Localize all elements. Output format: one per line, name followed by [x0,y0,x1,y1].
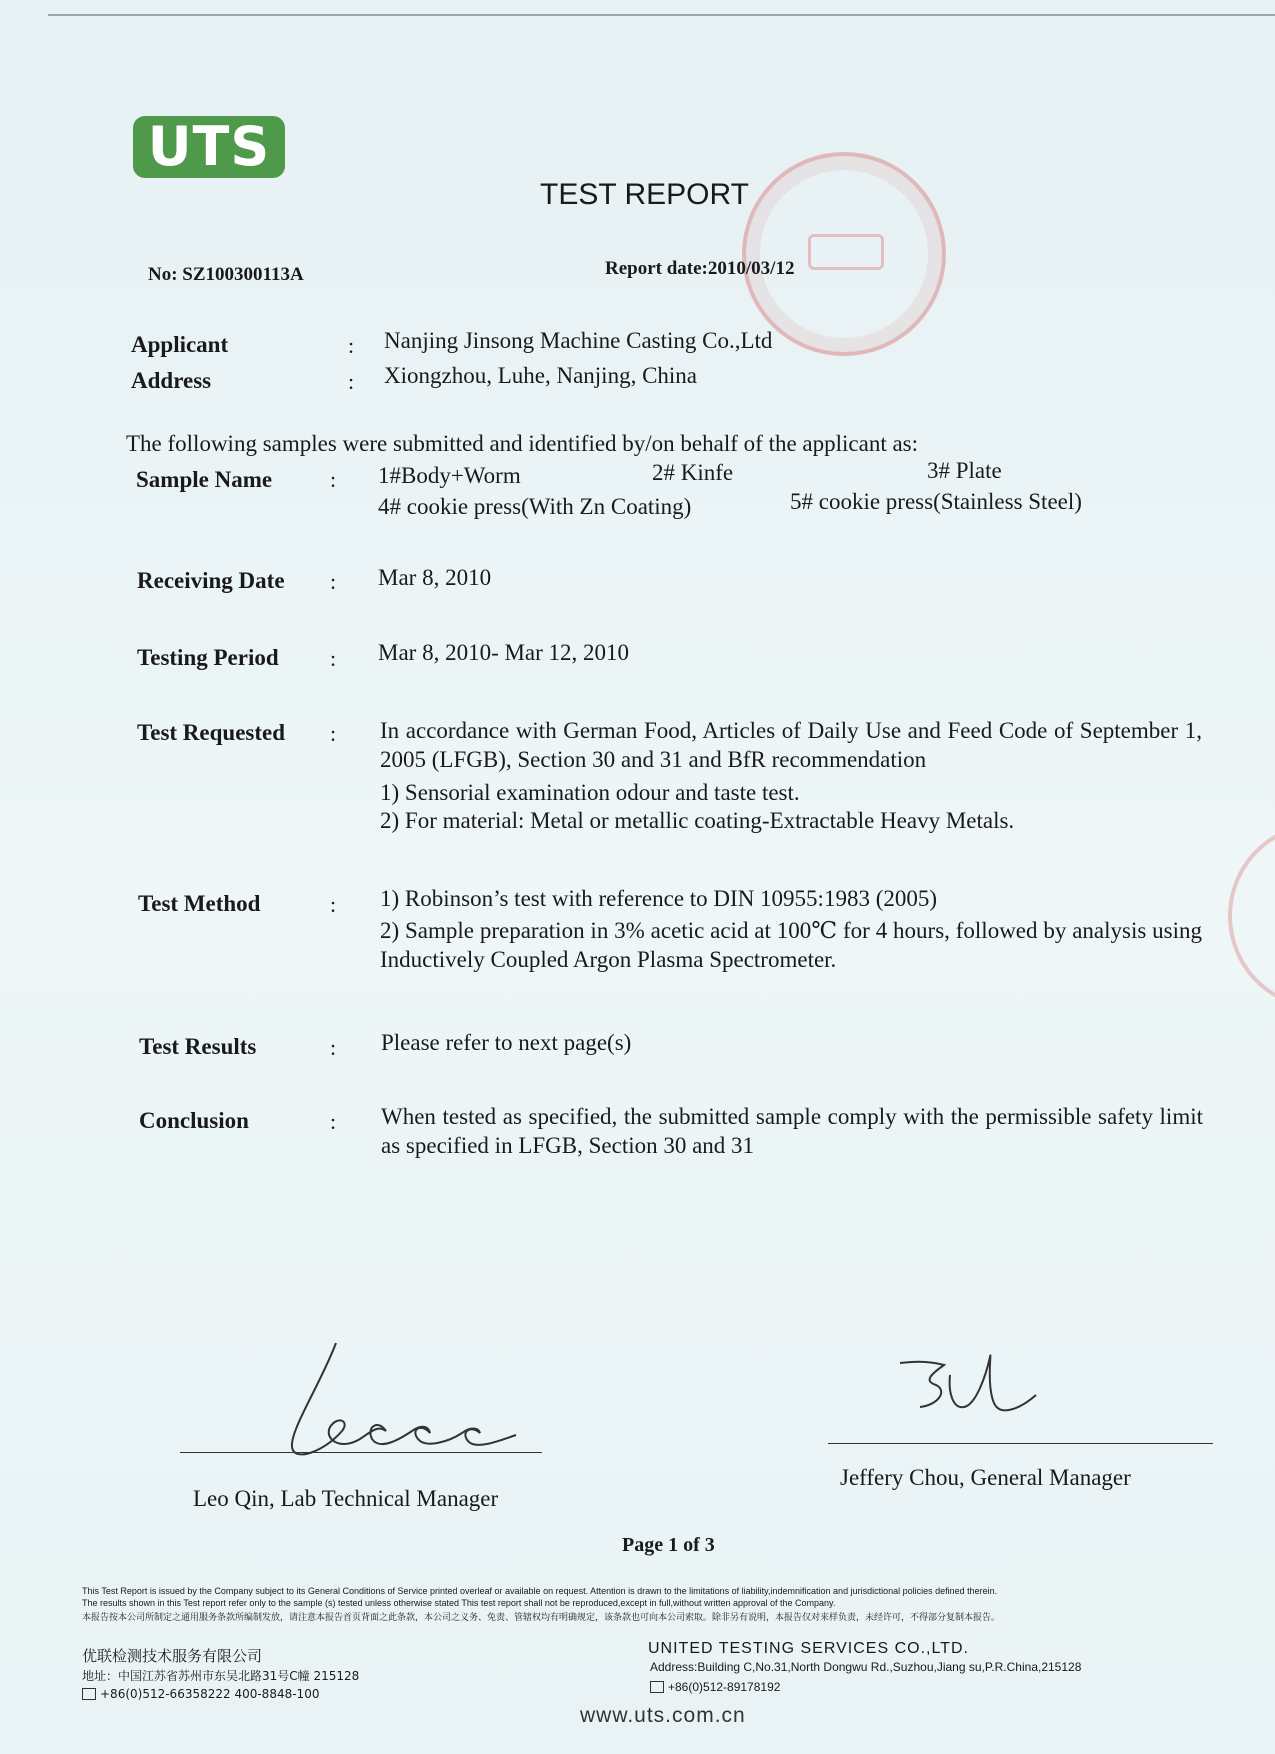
test-requested-item: 1) Sensorial examination odour and taste test. [380,780,800,805]
receiving-date-value: Mar 8, 2010 [378,565,492,590]
test-method-item: 2) Sample preparation in 3% acetic acid at 100℃ for 4 hours, followed by analysis using Inductively Coupled Argon Plasma Spectrometer. [380,918,1202,972]
footer-en-address: Address:Building C,No.31,North Dongwu Rd.,Suzhou,Jiang su,P.R.China,215128 [650,1660,1082,1674]
conclusion-value: When tested as specified, the submitted sample comply with the permissible safety limit as specified in LFGB, Section 30 and 31 [381,1104,1203,1158]
colon: : [330,1035,337,1060]
report-date: Report date:2010/03/12 [605,258,795,279]
company-seal [742,152,946,356]
sample-item: 2# Kinfe [652,460,734,485]
testing-period-value: Mar 8, 2010- Mar 12, 2010 [378,640,630,665]
sample-item: 1#Body+Worm [378,463,521,488]
receiving-date-label: Receiving Date [137,568,285,593]
colon: : [330,892,337,917]
address-value: Xiongzhou, Luhe, Nanjing, China [384,363,698,388]
test-results-value: Please refer to next page(s) [381,1030,632,1055]
sample-item: 4# cookie press(With Zn Coating) [378,494,692,519]
applicant-value: Nanjing Jinsong Machine Casting Co.,Ltd [384,328,773,353]
phone-icon [650,1681,664,1693]
uts-logo [133,116,285,178]
footer-disclaimer: This Test Report is issued by the Company subject to its General Conditions of Service printed overleaf or available on request. Attention is drawn to the limitations of liability,indemnification and jurisdictional policies defined therein. [82,1586,998,1596]
left-signatory: Leo Qin, Lab Technical Manager [193,1486,499,1511]
page-number: Page 1 of 3 [622,1534,715,1556]
footer-cn-company: 优联检测技术服务有限公司 [82,1647,263,1665]
test-results-label: Test Results [139,1034,257,1059]
test-requested-text: In accordance with German Food, Articles of Daily Use and Feed Code of September 1, 2005 (LFGB), Section 30 and 31 and BfR recommendation [380,718,1202,772]
footer-website[interactable]: www.uts.com.cn [580,1704,746,1727]
address-label: Address [131,368,212,393]
footer-cn-phone: +86(0)512-66358222 400-8848-100 [100,1687,320,1701]
right-signature-line [828,1443,1213,1444]
left-signature [280,1335,580,1465]
intro-text: The following samples were submitted and identified by/on behalf of the applicant as: [126,431,919,456]
conclusion-label: Conclusion [139,1108,249,1133]
colon: : [330,1109,337,1134]
footer-disclaimer: The results shown in this Test report refer only to the sample (s) tested unless otherwise stated This test report shall not be reproduced,except in full,without written approval of the Company. [82,1598,836,1608]
testing-period-label: Testing Period [137,645,279,670]
test-requested-item: 2) For material: Metal or metallic coating-Extractable Heavy Metals. [380,808,1015,833]
seal-inner-mark [808,234,884,270]
left-signature-line [180,1452,542,1453]
report-title: TEST REPORT [540,178,749,211]
colon: : [348,369,355,394]
sample-name-label: Sample Name [136,467,273,492]
test-method-item: 1) Robinson’s test with reference to DIN 10955:1983 (2005) [380,886,938,911]
report-number: No: SZ100300113A [148,264,304,285]
right-signatory: Jeffery Chou, General Manager [840,1465,1131,1490]
sample-item: 5# cookie press(Stainless Steel) [790,489,1082,514]
applicant-label: Applicant [131,332,229,357]
colon: : [330,569,337,594]
footer-disclaimer-cn: 本报告按本公司所制定之通用服务条款所编制发放，请注意本报告首页背面之此条款，本公司之义务、免责、管辖权均有明确规定，该条款也可向本公司索取。除非另有说明，本报告仅对来样负责，未经许可，不得部分复制本报告。 [82,1613,1001,1623]
sample-item: 3# Plate [927,458,1002,483]
footer-en-company: UNITED TESTING SERVICES CO.,LTD. [648,1640,969,1657]
top-rule [48,14,1275,16]
test-requested-label: Test Requested [137,720,286,745]
right-signature [890,1335,1070,1430]
test-method-label: Test Method [138,891,261,916]
colon: : [330,467,337,492]
colon: : [330,646,337,671]
phone-icon [82,1688,96,1700]
colon: : [348,333,355,358]
footer-cn-address: 地址：中国江苏省苏州市东吴北路31号C幢 215128 [82,1669,360,1683]
colon: : [330,721,337,746]
logo-text: UTS [147,115,271,178]
footer-en-phone: +86(0)512-89178192 [668,1680,781,1694]
